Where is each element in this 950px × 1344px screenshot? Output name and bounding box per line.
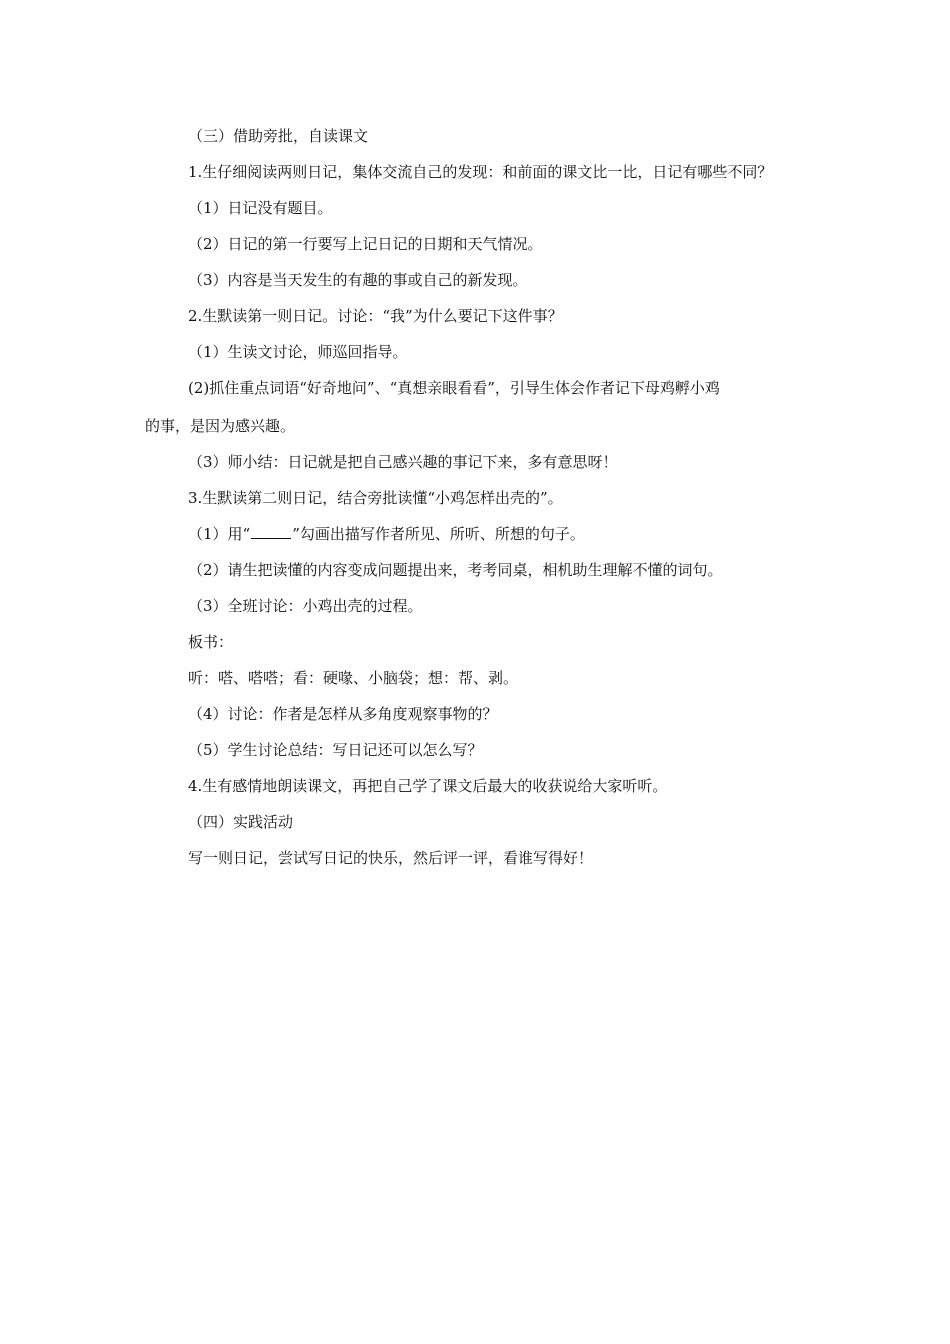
paragraph: 写一则日记，尝试写日记的快乐，然后评一评，看谁写得好！ (188, 849, 594, 867)
paragraph: （5）学生讨论总结：写日记还可以怎么写？ (188, 741, 483, 759)
paragraph: 4.生有感情地朗读课文，再把自己学了课文后最大的收获说给大家听听。 (188, 777, 668, 795)
text-segment: （1）用“ (188, 525, 251, 543)
paragraph: （3）全班讨论：小鸡出壳的过程。 (188, 597, 423, 615)
document-body (145, 126, 825, 884)
blackboard-content: 听：嗒、嗒嗒；看：硬喙、小脑袋；想：帮、剥。 (188, 669, 519, 687)
blackboard-label: 板书： (188, 633, 234, 651)
paragraph-with-blank (145, 524, 825, 544)
paragraph: （1）生读文讨论，师巡回指导。 (188, 343, 408, 361)
paragraph-continuation: 的事，是因为感兴趣。 (145, 417, 296, 435)
paragraph: （3）师小结：日记就是把自己感兴趣的事记下来，多有意思呀！ (188, 453, 618, 471)
paragraph: 3.生默读第二则日记，结合旁批读懂“小鸡怎样出壳的”。 (188, 489, 563, 507)
paragraph: 1.生仔细阅读两则日记，集体交流自己的发现：和前面的课文比一比，日记有哪些不同？ (188, 163, 773, 181)
section-heading-3: （三）借助旁批，自读课文 (188, 127, 369, 145)
paragraph: (2)抓住重点词语“好奇地问”、“真想亲眼看看”，引导生体会作者记下母鸡孵小鸡 (188, 379, 720, 397)
paragraph: （4）讨论：作者是怎样从多角度观察事物的？ (188, 705, 498, 723)
paragraph: （1）日记没有题目。 (188, 199, 333, 217)
paragraph: （3）内容是当天发生的有趣的事或自己的新发现。 (188, 271, 528, 289)
underline-blank (251, 524, 291, 539)
paragraph: 2.生默读第一则日记。讨论：“我”为什么要记下这件事？ (188, 307, 563, 325)
section-heading-4: （四）实践活动 (188, 813, 294, 831)
text-segment: ”勾画出描写作者所见、所听、所想的句子。 (292, 525, 585, 543)
paragraph: （2）日记的第一行要写上记日记的日期和天气情况。 (188, 235, 543, 253)
paragraph: （2）请生把读懂的内容变成问题提出来，考考同桌，相机助生理解不懂的词句。 (188, 561, 723, 579)
